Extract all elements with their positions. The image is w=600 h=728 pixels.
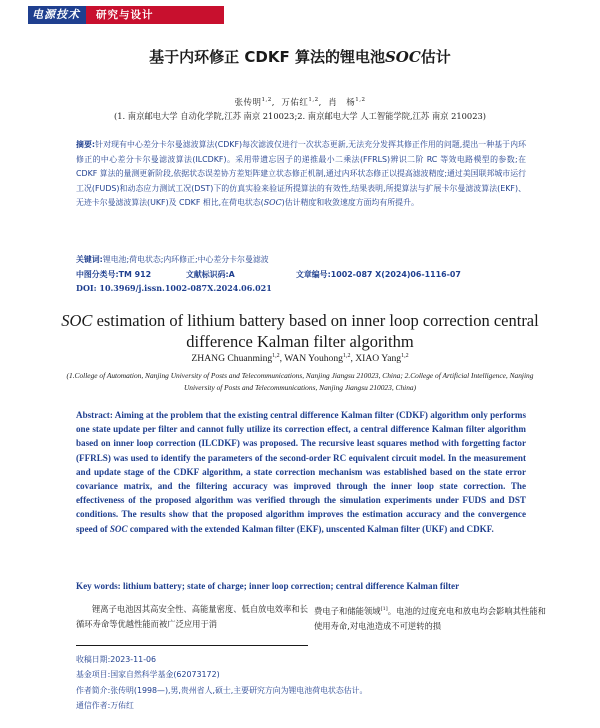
chinese-keywords: [76, 254, 526, 265]
author-affil-mark: 1,2: [342, 353, 351, 359]
chinese-abstract-label: 摘要:: [76, 140, 96, 149]
document-code: 文献标识码:A: [186, 270, 235, 279]
chinese-affiliation: (1. 南京邮电大学 自动化学院,江苏 南京 210023;2. 南京邮电大学 人工智能学院,江苏 南京 210023): [113, 111, 487, 121]
chinese-title: [0, 46, 600, 67]
author-affil-mark: 1,2: [272, 353, 280, 359]
chinese-authors: 张传明$^{1,2}$, 万佑红$^{1,2}$, 肖 杨$^{1,2}$: [234, 97, 366, 108]
author-name: ZHANG Chuanming: [191, 353, 273, 365]
article-number: 文章编号:1002-087 X(2024)06-1116-07: [296, 270, 461, 279]
body-text-cont: 。电池的过度充电和放电均会影响其性能和使用寿命,对电池造成不可逆转的损: [314, 605, 546, 631]
classification-line: [76, 269, 546, 280]
author-name: XIAO Yang: [355, 353, 402, 365]
corresponding-author: 通信作者:万佑红: [76, 701, 134, 711]
chinese-title-prefix: 基于内环修正 CDKF 算法的锂电池: [149, 48, 385, 66]
doi: DOI: 10.3969/j.issn.1002-087X.2024.06.021: [76, 283, 272, 293]
english-abstract-text-end: compared with the extended Kalman filter (EKF), unscented Kalman filter (UKF) and CDKF.: [127, 523, 494, 534]
fund-project: 基金项目:国家自然科学基金(62073172): [76, 670, 220, 680]
footnote-divider: [76, 645, 308, 646]
section-name: 研究与设计: [86, 6, 224, 24]
author-affil-mark: 1,2: [355, 97, 366, 104]
chinese-abstract-text-end: )估计精度和收敛速度方面均有所提升。: [281, 198, 419, 208]
journal-header-band: [28, 6, 224, 24]
english-affiliation: (1.College of Automation, Nanjing University of Posts and Telecommunications, Nanjing Jiangsu 210023, China; 2.College of Artificial Intelligence, Nanjing University of Posts and Telecommunications, Nanjing Jiangsu 210023, China): [66, 371, 534, 392]
english-abstract-text: Abstract: Aiming at the problem that the existing central difference Kalman filter (CDKF) algorithm only performs one state update per filter and cannot fully utilize its correction effect, a central difference Kalman filter algorithm based on inner loop correction (ILCDKF) was proposed. The recursive least squares method with forgetting factor (FFRLS) was used to identify the parameters of the second-order RC equivalent circuit model. In the measurement and update stage of the CDKF algorithm, a state correction mechanism was established based on the state error covariance matrix, and the filtering accuracy was improved through the inner loop state correction. The effectiveness of the proposed algorithm was verified through the simulation experiments under FUDS and DST conditions. The results show that the proposed algorithm improves the estimation accuracy and the convergence speed of: [76, 410, 526, 534]
english-title-soc: SOC: [61, 311, 93, 330]
english-authors: ZHANG Chuanming$^{1,2}$, WAN Youhong$^{1,2}$, XIAO Yang$^{1,2}$: [191, 353, 409, 365]
author-name: 肖 杨: [328, 98, 356, 108]
chinese-title-suffix: 估计: [420, 48, 451, 66]
received-date: 收稿日期:2023-11-06: [76, 655, 157, 664]
english-title: [60, 310, 540, 352]
english-abstract-soc: SOC: [109, 523, 128, 534]
author-affil-mark: 1,2: [261, 97, 272, 104]
chinese-abstract: [76, 138, 526, 211]
chinese-abstract-soc: SOC: [263, 198, 282, 208]
english-title-rest: estimation of lithium battery based on inner loop correction central difference Kalman filter algorithm: [92, 311, 539, 351]
author-name: 万佑红: [281, 98, 309, 108]
chinese-keywords-text: 锂电池;荷电状态;内环修正;中心差分卡尔曼滤波: [102, 255, 269, 264]
english-keywords: Key words: lithium battery; state of charge; inner loop correction; central difference Kalman filter: [76, 581, 460, 591]
author-affil-mark: 1,2: [401, 353, 409, 359]
author-affil-mark: 1,2: [308, 97, 319, 104]
class-number: 中图分类号:TM 912: [76, 270, 152, 279]
chinese-abstract-text: 针对现有中心差分卡尔曼滤波算法(CDKF)每次滤波仅进行一次状态更新,无法充分发挥其修正作用的问题,提出一种基于内环修正的中心差分卡尔曼滤波算法(ILCDKF)。采用带遗忘因子的递推最小二乘法(FFRLS)辨识二阶 RC 等效电路模型的参数;在 CDKF 算法的量测更新阶段,依据状态误差协方差矩阵建立状态修正机制,通过内环状态修正以提高滤波精度;通过美国联邦城市运行工况(FUDS)和动态应力测试工况(DST)下的仿真实验来验证所提算法的有效性,结果表明,所提算法与扩展卡尔曼滤波算法(EKF)、无迹卡尔曼滤波算法(UKF)及 CDKF 相比,在荷电状态(: [76, 140, 527, 208]
body-text: 费电子和储能领域: [314, 605, 381, 616]
citation-ref: [1]: [380, 606, 388, 612]
chinese-keywords-label: 关键词:: [76, 255, 103, 264]
journal-name: 电源技术: [28, 6, 86, 24]
author-name: WAN Youhong: [284, 353, 343, 365]
body-text-right-column: [314, 602, 546, 634]
body-text-left-column: 锂离子电池因其高安全性、高能量密度、低自放电效率和长循环寿命等优越性能而被广泛应用于消: [76, 604, 308, 629]
english-abstract: [76, 408, 526, 536]
author-bio: 作者简介:张传明(1998—),男,贵州省人,硕士,主要研究方向为锂电池荷电状态估计。: [76, 685, 368, 695]
chinese-title-soc: SOC: [384, 48, 421, 66]
footnotes: [76, 652, 536, 714]
author-name: 张传明: [234, 98, 262, 108]
